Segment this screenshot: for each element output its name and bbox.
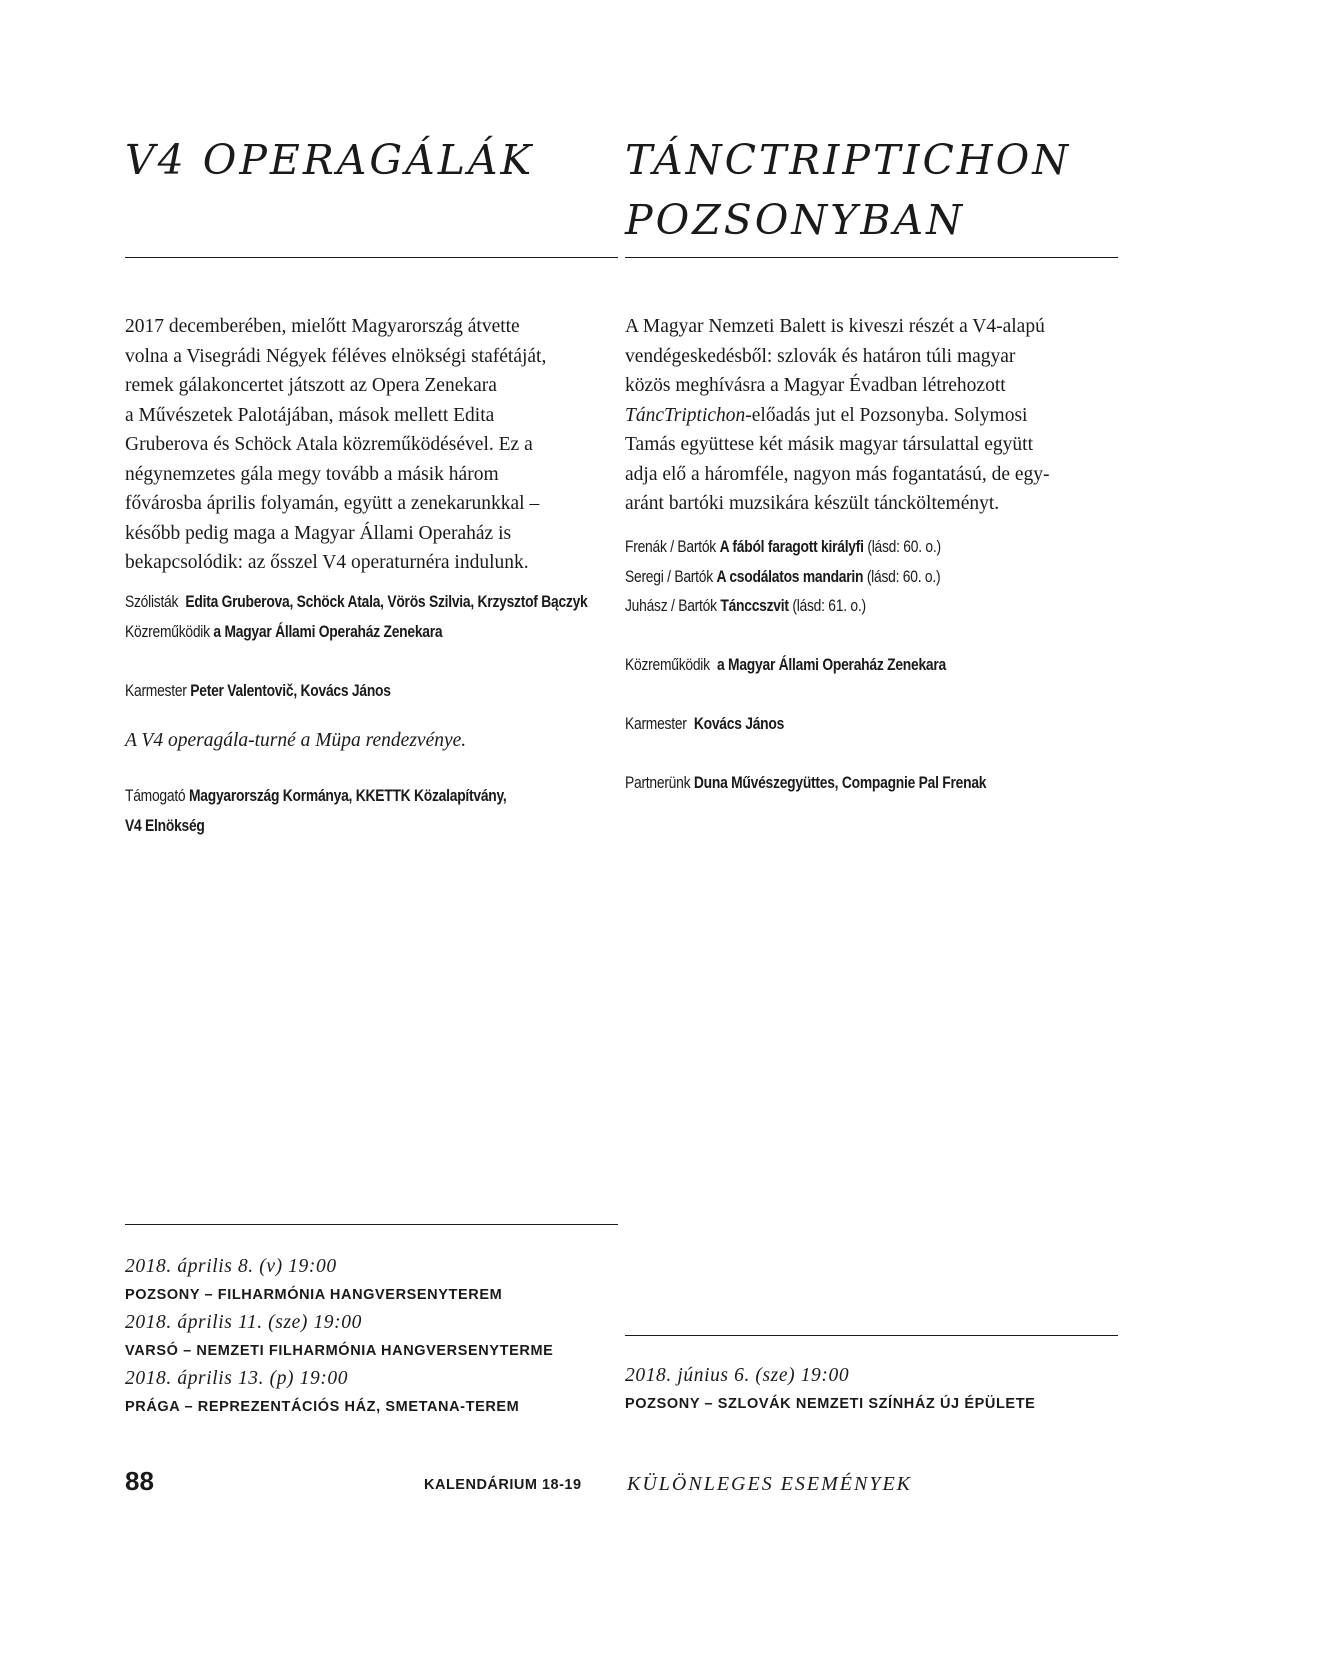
event-item — [625, 1362, 1035, 1418]
production-title: TáncTriptichon — [625, 404, 746, 426]
event-date: 2018. április 8. (v) 19:00 — [125, 1256, 337, 1277]
conductor-label: Karmester — [625, 715, 687, 733]
sponsor-row — [125, 782, 621, 812]
event-item — [125, 1309, 553, 1365]
program-authors: Juhász / Bartók — [625, 597, 717, 615]
section-name: KÜLÖNLEGES ESEMÉNYEK — [627, 1473, 913, 1495]
page-number: 88 — [125, 1466, 154, 1496]
event-venue: VARSÓ – NEMZETI FILHARMÓNIA HANGVERSENYTERME — [125, 1343, 554, 1359]
soloists-row — [125, 588, 621, 618]
body-line: Gruberova és Schöck Atala közreműködésével. Ez a — [125, 434, 533, 455]
program-work: A fából faragott királyfi — [719, 538, 864, 556]
right-program — [625, 533, 1121, 799]
event-date: 2018. április 11. (sze) 19:00 — [125, 1312, 362, 1333]
body-line — [625, 401, 1095, 431]
body-line: Tamás együttese két másik magyar társulattal együtt — [625, 434, 1034, 455]
left-title-line: V4 OPERAGÁLÁK — [125, 136, 535, 184]
featuring-value: a Magyar Állami Operaház Zenekara — [213, 622, 443, 641]
event-item — [125, 1253, 553, 1309]
sponsor-block — [125, 782, 621, 841]
body-line: 2017 decemberében, mielőtt Magyarország átvette — [125, 316, 520, 337]
sponsor-value-line2: V4 Elnökség — [125, 816, 205, 835]
body-line: közös meghívásra a Magyar Évadban létrehozott — [625, 375, 1006, 396]
left-body-text — [125, 312, 595, 578]
soloists-label: Szólisták — [125, 593, 179, 611]
right-title-divider — [625, 257, 1118, 258]
featuring-label: Közreműködik — [625, 656, 710, 674]
left-events-list — [125, 1253, 553, 1421]
event-venue: POZSONY – SZLOVÁK NEMZETI SZÍNHÁZ ÚJ ÉPÜLETE — [625, 1396, 1036, 1412]
event-venue: PRÁGA – REPREZENTÁCIÓS HÁZ, SMETANA-TEREM — [125, 1399, 520, 1415]
left-credits — [125, 588, 621, 706]
publication-name: KALENDÁRIUM 18-19 — [424, 1477, 582, 1493]
body-line: később pedig maga a Magyar Állami Operaház is — [125, 522, 512, 544]
right-events-divider — [625, 1335, 1118, 1336]
featuring-value: a Magyar Állami Operaház Zenekara — [717, 656, 946, 674]
featuring-row — [625, 651, 1121, 681]
body-line: a Művészetek Palotájában, mások mellett Edita — [125, 404, 495, 426]
event-venue: POZSONY – FILHARMÓNIA HANGVERSENYTEREM — [125, 1287, 503, 1303]
sponsor-value-line1: Magyarország Kormánya, KKETTK Közalapítvány, — [188, 787, 507, 805]
conductor-label: Karmester — [125, 681, 187, 700]
program-ref: (lásd: 60. o.) — [867, 538, 941, 556]
program-authors: Frenák / Bartók — [625, 538, 716, 556]
left-title — [125, 130, 534, 190]
partner-label: Partnerünk — [625, 774, 691, 792]
program-item — [625, 533, 1121, 563]
featuring-label: Közreműködik — [125, 622, 210, 641]
partner-row — [625, 769, 1121, 799]
program-item — [625, 563, 1121, 593]
event-date: 2018. április 13. (p) 19:00 — [125, 1368, 349, 1389]
left-events-divider — [125, 1224, 618, 1225]
program-work: Tánccszvit — [720, 597, 789, 615]
conductor-value: Kovács János — [693, 715, 785, 733]
right-title-line: TÁNCTRIPTICHON — [625, 136, 1072, 184]
right-title — [625, 130, 1071, 250]
conductor-row — [625, 710, 1121, 740]
right-events-list — [625, 1362, 1035, 1418]
partner-value: Duna Művészegyüttes, Compagnie Pal Frenak — [693, 774, 987, 792]
program-ref: (lásd: 61. o.) — [792, 597, 866, 615]
conductor-row — [125, 677, 621, 707]
conductor-value: Peter Valentovič, Kovács János — [190, 681, 391, 700]
body-line: A Magyar Nemzeti Balett is kiveszi részét a V4-alapú — [625, 316, 1045, 337]
body-line: remek gálakoncertet játszott az Opera Zenekara — [125, 375, 497, 396]
body-line: adja elő a háromféle, nagyon más fogantatású, de egy- — [625, 463, 1050, 485]
soloists-value: Edita Gruberova, Schöck Atala, Vörös Szilvia, Krzysztof Bączyk — [185, 593, 588, 611]
program-ref: (lásd: 60. o.) — [866, 567, 941, 586]
sponsor-row-2 — [125, 812, 621, 842]
left-title-divider — [125, 257, 618, 258]
program-item — [625, 592, 1121, 622]
body-line: aránt bartóki muzsikára készült tánckölteményt. — [625, 493, 1000, 514]
right-title-line: POZSONYBAN — [625, 196, 965, 244]
body-line-rest: -előadás jut el Pozsonyba. Solymosi — [745, 404, 1028, 426]
event-item — [125, 1365, 553, 1421]
right-body-text — [625, 312, 1095, 519]
body-line: vendégeskedésből: szlovák és határon túli magyar — [625, 345, 1016, 367]
featuring-row — [125, 618, 621, 648]
program-authors: Seregi / Bartók — [625, 567, 713, 586]
organizer-note: A V4 operagála-turné a Müpa rendezvénye. — [125, 730, 467, 751]
body-line: bekapcsolódik: az ősszel V4 operaturnéra indulunk. — [125, 552, 529, 573]
body-line: négynemzetes gála megy tovább a másik három — [125, 463, 499, 485]
body-line: fővárosba április folyamán, együtt a zenekarunkkal – — [125, 493, 540, 514]
body-line: volna a Visegrádi Négyek féléves elnökségi stafétáját, — [125, 345, 547, 367]
program-work: A csodálatos mandarin — [716, 567, 864, 586]
event-date: 2018. június 6. (sze) 19:00 — [625, 1365, 850, 1386]
sponsor-label: Támogató — [125, 787, 186, 805]
